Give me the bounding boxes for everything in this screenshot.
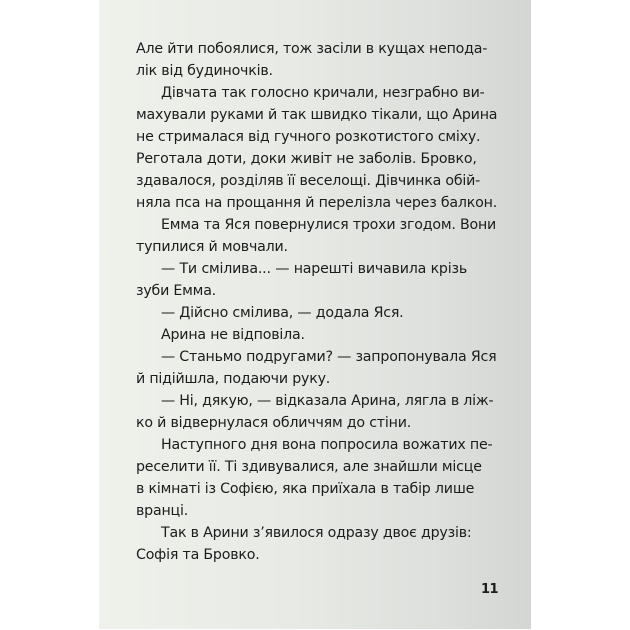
text-line: в кімнаті із Софією, яка приїхала в табір лише <box>136 481 475 497</box>
page-number: 11 <box>481 582 499 597</box>
text-line: Наступного дня вона попросила вожатих пе- <box>161 437 493 453</box>
text-line: Емма та Яся повернулися трохи згодом. Вони <box>161 217 497 233</box>
text-line: не стрималася від гучного розкотистого сміху. <box>136 129 481 145</box>
text-line: вранці. <box>136 503 189 519</box>
text-line: Реготала доти, доки живіт не заболів. Бровко, <box>136 151 477 167</box>
text-line: няла пса на прощання й перелізла через балкон. <box>136 195 497 211</box>
text-line: — Дійсно смілива, — додала Яся. <box>161 305 404 321</box>
text-line: ко й відвернулася обличчям до стіни. <box>136 415 412 431</box>
text-line: Софія та Бровко. <box>136 547 260 563</box>
text-line: зуби Емма. <box>136 283 216 299</box>
text-line: махували руками й так швидко тікали, що Арина <box>136 107 498 123</box>
text-line: здавалося, розділяв її веселощі. Дівчинка обій- <box>136 173 481 189</box>
text-line: — Ти смілива... — нарешті вичавила крізь <box>161 261 467 277</box>
text-line: реселити її. Ті здивувалися, але знайшли місце <box>136 459 482 475</box>
text-line: тупилися й мовчали. <box>136 239 288 255</box>
book-page <box>99 0 531 629</box>
body-text <box>136 38 498 566</box>
text-line: лік від будиночків. <box>136 63 273 79</box>
text-line: — Станьмо подругами? — запропонувала Яся <box>161 349 497 365</box>
text-line: Але йти побоялися, тож засіли в кущах непода- <box>136 41 488 57</box>
text-line: — Ні, дякую, — відказала Арина, лягла в ліж- <box>161 393 494 409</box>
text-line: Так в Арини з’явилося одразу двоє друзів: <box>161 525 472 541</box>
text-line: Дівчата так голосно кричали, незграбно ви- <box>161 85 485 101</box>
text-line: Арина не відповіла. <box>161 327 305 343</box>
text-line: й підійшла, подаючи руку. <box>136 371 331 387</box>
